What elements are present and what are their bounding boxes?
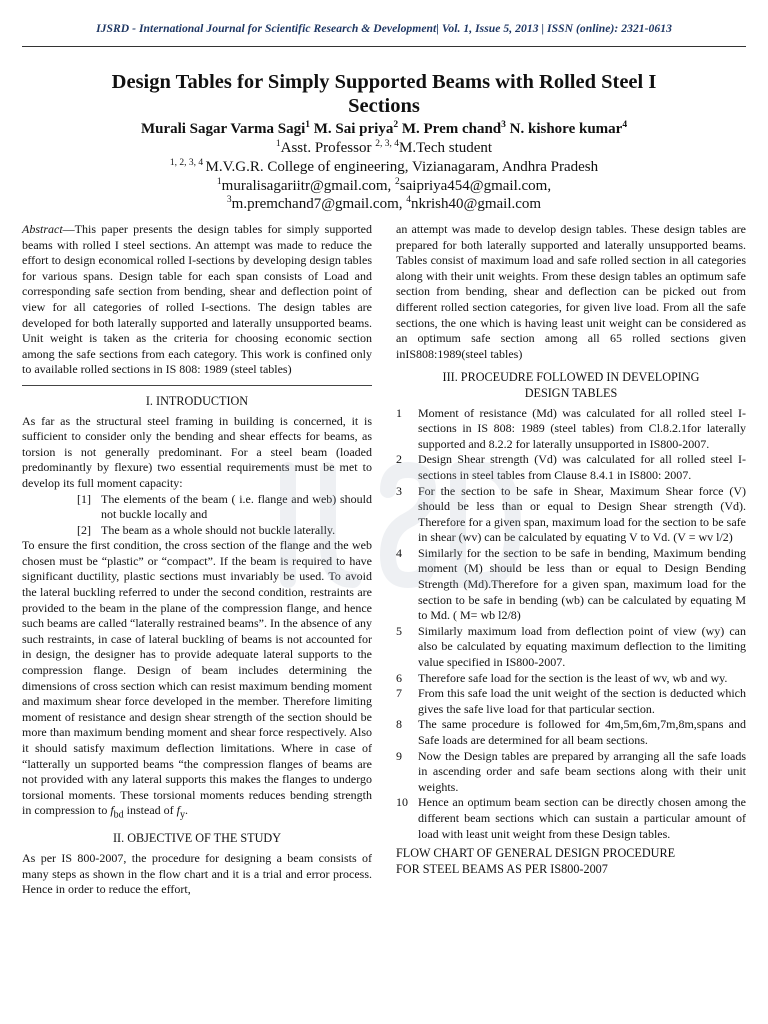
- intro-paragraph-1: As far as the structural steel framing in building is concerned, it is sufficient to consider only the bending and shear effects for beams, as torsion is not generally predominant. For a steel beam (loaded predominantly by flexure) two essential requirements must be met to develop its full moment capacity:: [22, 413, 372, 490]
- title-line-2: Sections: [348, 95, 420, 117]
- list-item: 8 The same procedure is followed for 4m,5m,6m,7m,8m,spans and Safe loads are determined for all beam sections.: [396, 717, 746, 747]
- list-item: 5 Similarly maximum load from deflection point of view (wy) can also be calculated by equating maximum deflection to the limiting value specified in IS800-2007.: [396, 623, 746, 670]
- right-column: [396, 222, 746, 877]
- list-item: 4 Similarly for the section to be safe in bending, Maximum bending moment (M) should be less than or equal to Design Bending Strength (Md).Therefore for a given span, maximum load for the section to be safe in bending (wb) can be calculated by equating M to Md. ( M= wb l2/8): [396, 545, 746, 623]
- list-item: 9 Now the Design tables are prepared by arranging all the safe loads in ascending order and safe beam sections along with their unit weights.: [396, 748, 746, 794]
- flow-chart-caption: FLOW CHART OF GENERAL DESIGN PROCEDURE FOR STEEL BEAMS AS PER IS800-2007: [396, 846, 676, 876]
- left-column: [22, 222, 372, 898]
- list-item: 1 Moment of resistance (Md) was calculated for all rolled steel I-sections in IS 808: 1989 (steel tables) from Cl.8.2.1for laterally supported and 8.2.2 for laterally unsupported in IS800-2007.: [396, 405, 746, 451]
- author-emails-2: $^3$m.premchand7@gmail.com, $^4$nkrish40@gmail.com: [226, 195, 542, 212]
- list-item: 7 From this safe load the unit weight of the section is deducted which gives the safe live load for that particular section.: [396, 686, 746, 716]
- section-heading-procedure: III. PROCEUDRE FOLLOWED IN DEVELOPING DESIGN TABLES: [442, 370, 700, 400]
- list-item: [2] The beam as a whole should not buckle laterally.: [77, 522, 336, 537]
- author-2: M. Sai priya$^2$: [310, 120, 399, 137]
- header-rule: [22, 46, 746, 47]
- paper-title: [60, 70, 708, 118]
- abstract-divider: [22, 385, 372, 386]
- author-4: N. kishore kumar$^4$: [505, 120, 628, 137]
- objective-continued-paragraph: an attempt was made to develop design tables. These design tables are prepared for both laterally supported and laterally unsupported beams. Tables consist of maximum load and safe rolled section in all categories along with their unit weights. From these design tables an optimum safe section from bending, shear and deflection can be picked out from different rolled section categories, for given live load. From all the safe sections, the one which is having least unit weight can be considered as an optimum safe section among all 65 rolled sections given inIS808:1989(steel tables): [396, 222, 746, 361]
- section-heading-objective: II. OBJECTIVE OF THE STUDY: [112, 831, 282, 846]
- list-item: 6 Therefore safe load for the section is the least of wv, wb and wy.: [396, 670, 728, 685]
- author-1: Murali Sagar Varma Sagi$^1$: [140, 120, 311, 137]
- list-item: 3 For the section to be safe in Shear, Maximum Shear force (V) should be less than or equal to Design Shear strength (Vd). Therefore for a given span, maximum load for the section to be safe in shear (wv) can be calculated by equating V to Vd. (V = wv l/2): [396, 483, 746, 545]
- list-item: 10 Hence an optimum beam section can be directly chosen among the different beam sections which can sustain a particular amount of load with least unit weight from these Design tables.: [396, 795, 746, 841]
- procedure-steps: [396, 406, 746, 843]
- section-heading-introduction: I. INTRODUCTION: [145, 393, 249, 408]
- author-3: M. Prem chand$^3$: [398, 120, 506, 137]
- title-line-1: Design Tables for Simply Supported Beams with Rolled Steel I: [111, 71, 657, 93]
- affiliation-roles: $^1$Asst. Professor $^{2, 3, 4}$M.Tech student: [275, 139, 493, 156]
- abstract: Abstract—This paper presents the design tables for simply supported beams with rolled I steel sections. An attempt was made to reduce the effort to design economical rolled I-sections by developing design tables for various spans. Design table for each span consists of Load and corresponding safe section from bending, shear and deflection point of view for all categories of rolled I-sections. The design tables are developed for both laterally supported and laterally unsupported beams. Unit weight is taken as the criteria for choosing economic section among the safe sections from each category. This work is confined only to available rolled sections in IS 808: 1989 (steel tables): [22, 222, 372, 377]
- journal-header: IJSRD - International Journal for Scientific Research & Development| Vol. 1, Issue 5, 2013 | ISSN (online): 2321-0613: [96, 22, 672, 35]
- author-emails-1: $^1$muralisagariitr@gmail.com, $^2$saipriya454@gmail.com,: [216, 177, 552, 194]
- affiliation-college: $^{1, 2, 3, 4}$ M.V.G.R. College of engineering, Vizianagaram, Andhra Pradesh: [169, 158, 599, 175]
- list-item: 2 Design Shear strength (Vd) was calculated for all rolled steel I-sections in steel tables from Clause 8.4.1 in IS800: 2007.: [396, 452, 746, 482]
- list-item: [1] The elements of the beam ( i.e. flange and web) should not buckle locally and: [77, 491, 372, 522]
- intro-paragraph-2: To ensure the first condition, the cross section of the flange and the web chosen must be “plastic” or “compact”. If the beam is required to have significant ductility, plastic sections must invariably be used. To avoid the lateral buckling referred to under the second condition, restraints are provided to the beam in the plane of the compression flange, and hence such beams are called “laterally restrained beams”. In the absence of any such restraints, in case of lateral buckling of beams is not accounted for in design, the designer has to provide adequate lateral supports to the compression flange. Design of beam includes determining the dimensions of cross section which can resist maximum bending moment and maximum shear force developed in the member. Therefore limiting moment of resistance and design shear strength of the section should be more than maximum bending moment and shear force respectively. Also it should satisfy maximum deflection limitations. Where in case of “latterally un supported beams “the compression flanges of beams are not provided with any lateral supports this makes the flanges to undergo torsional moments. These torsional moments reduces bending strength in compression to $f_{bd}$ instead of $f_y$.: [22, 538, 372, 821]
- objective-paragraph: As per IS 800-2007, the procedure for designing a beam consists of many steps as shown in the flow chart and it is a trial and error process. Hence in order to reduce the effort,: [22, 850, 372, 897]
